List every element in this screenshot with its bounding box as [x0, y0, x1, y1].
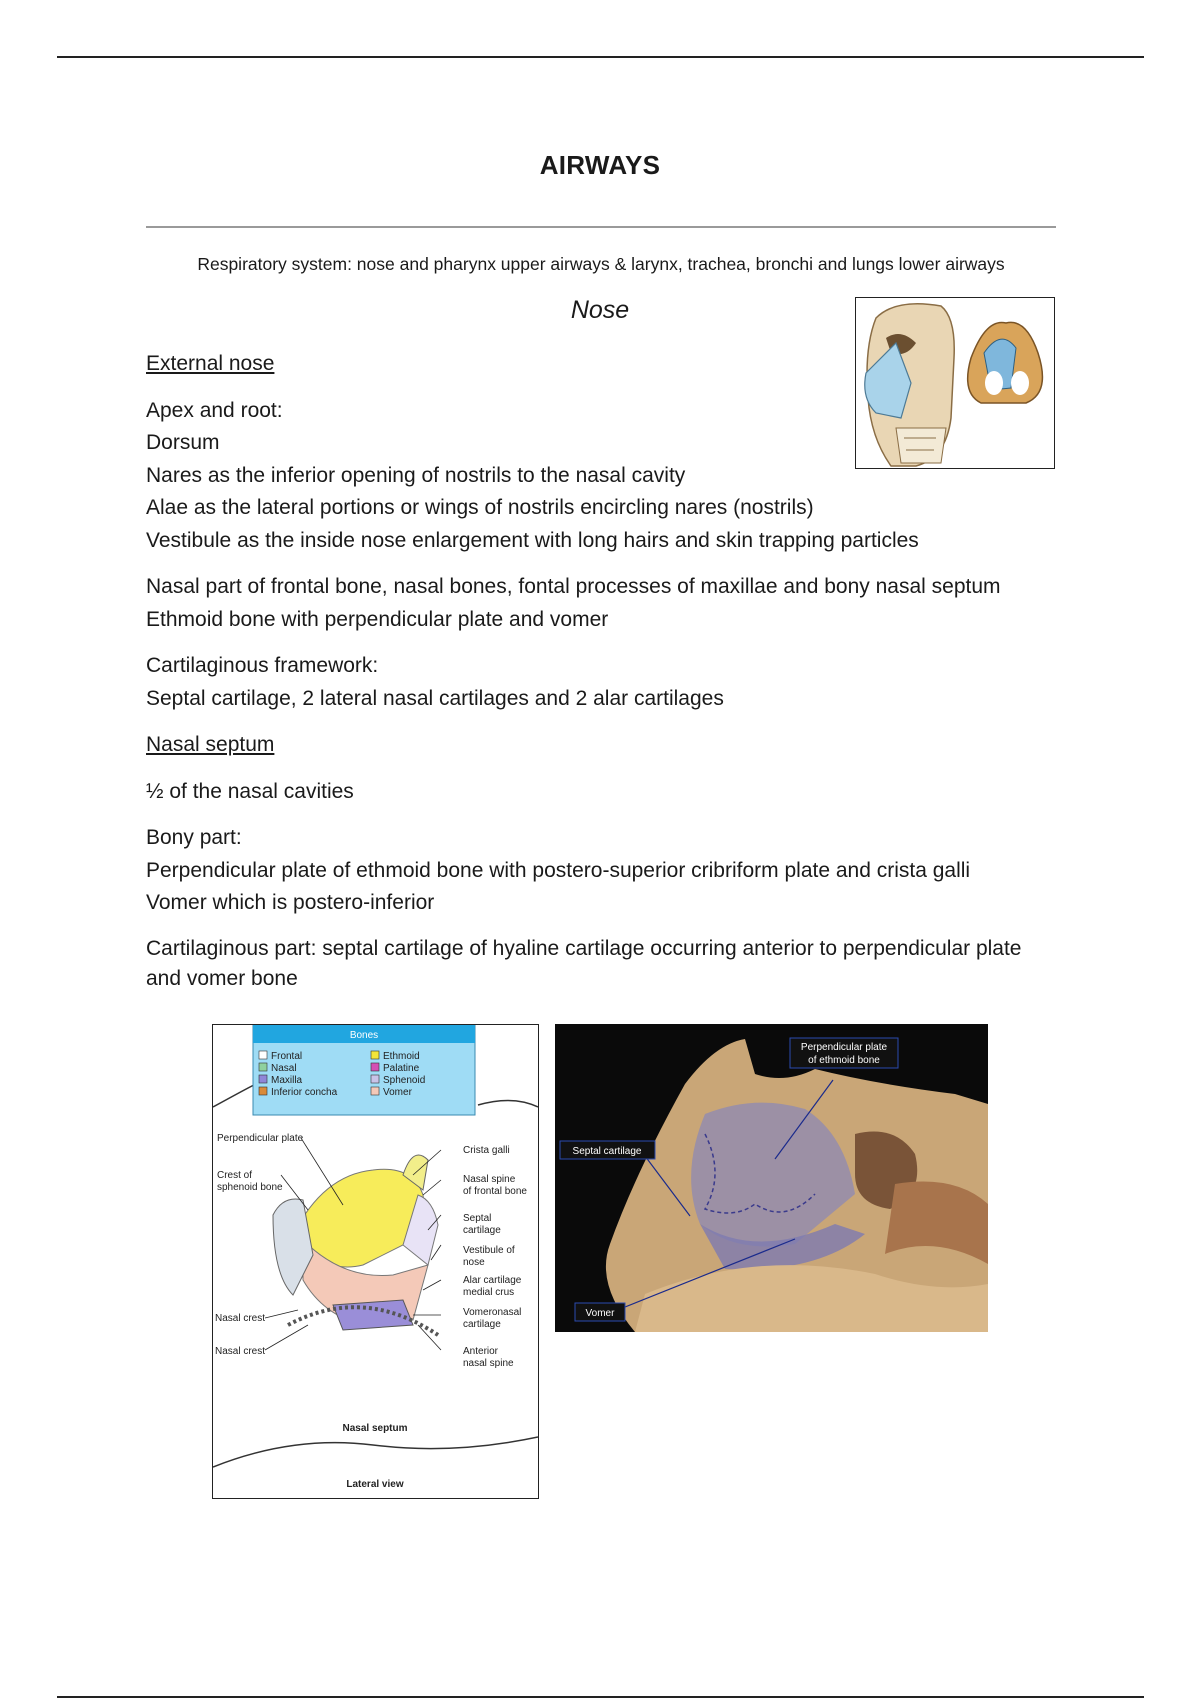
legend-swatch [259, 1087, 267, 1095]
photo-label-vomer: Vomer [585, 1308, 615, 1319]
label-cartilage: cartilage [463, 1319, 501, 1330]
label-septal: Septal [463, 1213, 492, 1224]
legend-swatch [259, 1051, 267, 1059]
legend-swatch [371, 1051, 379, 1059]
photo-label-ethmoid-bone: of ethmoid bone [808, 1055, 880, 1066]
label-nasal-crest: Nasal crest [215, 1346, 266, 1357]
legend-label: Sphenoid [383, 1075, 426, 1086]
text-line: ½ of the nasal cavities [146, 779, 354, 803]
legend-swatch [259, 1063, 267, 1071]
legend-label: Nasal [271, 1063, 297, 1074]
legend-label: Inferior concha [271, 1087, 338, 1098]
caption-nasal-septum: Nasal septum [342, 1423, 408, 1434]
label-nasal-spine: Nasal spine [463, 1174, 516, 1185]
septum-dissection-photo [555, 1024, 988, 1332]
text-line: Nares as the inferior opening of nostrils to the nasal cavity [146, 463, 686, 487]
legend-swatch [371, 1063, 379, 1071]
legend-label: Vomer [383, 1087, 412, 1098]
skull-nose-illustration [855, 297, 1055, 469]
photo-label-septal-cartilage: Septal cartilage [572, 1146, 642, 1157]
label-perpendicular-plate: Perpendicular plate [217, 1133, 304, 1144]
text-line: Nasal part of frontal bone, nasal bones, fontal processes of maxillae and bony nasal septum [146, 575, 1001, 598]
nasal-septum-diagram [212, 1024, 539, 1499]
label-nasal-crest: Nasal crest [215, 1313, 266, 1324]
label-anterior: Anterior [463, 1346, 499, 1357]
label-medial-crus: medial crus [463, 1287, 515, 1298]
text-line: Cartilaginous framework: [146, 654, 379, 677]
section-title: Nose [570, 296, 630, 324]
label-nasal-spine: nasal spine [463, 1358, 514, 1369]
text-line: Dorsum [146, 431, 220, 454]
text-line: Apex and root: [146, 398, 283, 422]
legend-label: Ethmoid [383, 1051, 420, 1062]
legend-label: Palatine [383, 1063, 420, 1074]
legend-label: Frontal [271, 1051, 303, 1062]
label-of-frontal-bone: of frontal bone [463, 1186, 527, 1197]
photo-label-perpendicular-plate: Perpendicular plate [800, 1042, 888, 1053]
label-sphenoid-bone: sphenoid bone [217, 1182, 283, 1193]
bottom-rule [57, 1696, 1144, 1698]
legend-title: Bones [349, 1030, 379, 1041]
label-nose: nose [463, 1257, 485, 1268]
legend-label: Maxilla [271, 1075, 303, 1086]
label-cartilage: cartilage [463, 1225, 501, 1236]
external-nose-heading: External nose [146, 352, 275, 375]
label-crest-of: Crest of [217, 1170, 253, 1181]
label-crista-galli: Crista galli [463, 1145, 510, 1156]
text-line: Perpendicular plate of ethmoid bone with postero-superior cribriform plate and crista galli [146, 858, 971, 882]
label-alar-cartilage: Alar cartilage [463, 1275, 522, 1286]
legend-swatch [371, 1075, 379, 1083]
nasal-septum-heading: Nasal septum [146, 733, 275, 756]
label-vestibule-of: Vestibule of [463, 1245, 515, 1256]
page-title: AIRWAYS [539, 150, 661, 180]
legend-swatch [371, 1087, 379, 1095]
label-vomeronasal: Vomeronasal [463, 1307, 522, 1318]
text-line: Cartilaginous part: septal cartilage of hyaline cartilage occurring anterior to perpendicular plate and vomer bone [146, 936, 1022, 990]
top-rule [57, 56, 1144, 58]
caption-lateral-view: Lateral view [346, 1479, 404, 1490]
intro-text: Respiratory system: nose and pharynx upper airways & larynx, trachea, bronchi and lungs lower airways [197, 254, 1005, 274]
text-line: Septal cartilage, 2 lateral nasal cartilages and 2 alar cartilages [146, 686, 724, 710]
legend-swatch [259, 1075, 267, 1083]
text-line: Alae as the lateral portions or wings of nostrils encircling nares (nostrils) [146, 496, 814, 519]
title-divider [146, 226, 1056, 228]
text-line: Bony part: [146, 826, 242, 849]
text-line: Vestibule as the inside nose enlargement with long hairs and skin trapping particles [146, 528, 919, 552]
text-line: Vomer which is postero-inferior [146, 891, 435, 914]
text-line: Ethmoid bone with perpendicular plate and vomer [146, 607, 609, 631]
